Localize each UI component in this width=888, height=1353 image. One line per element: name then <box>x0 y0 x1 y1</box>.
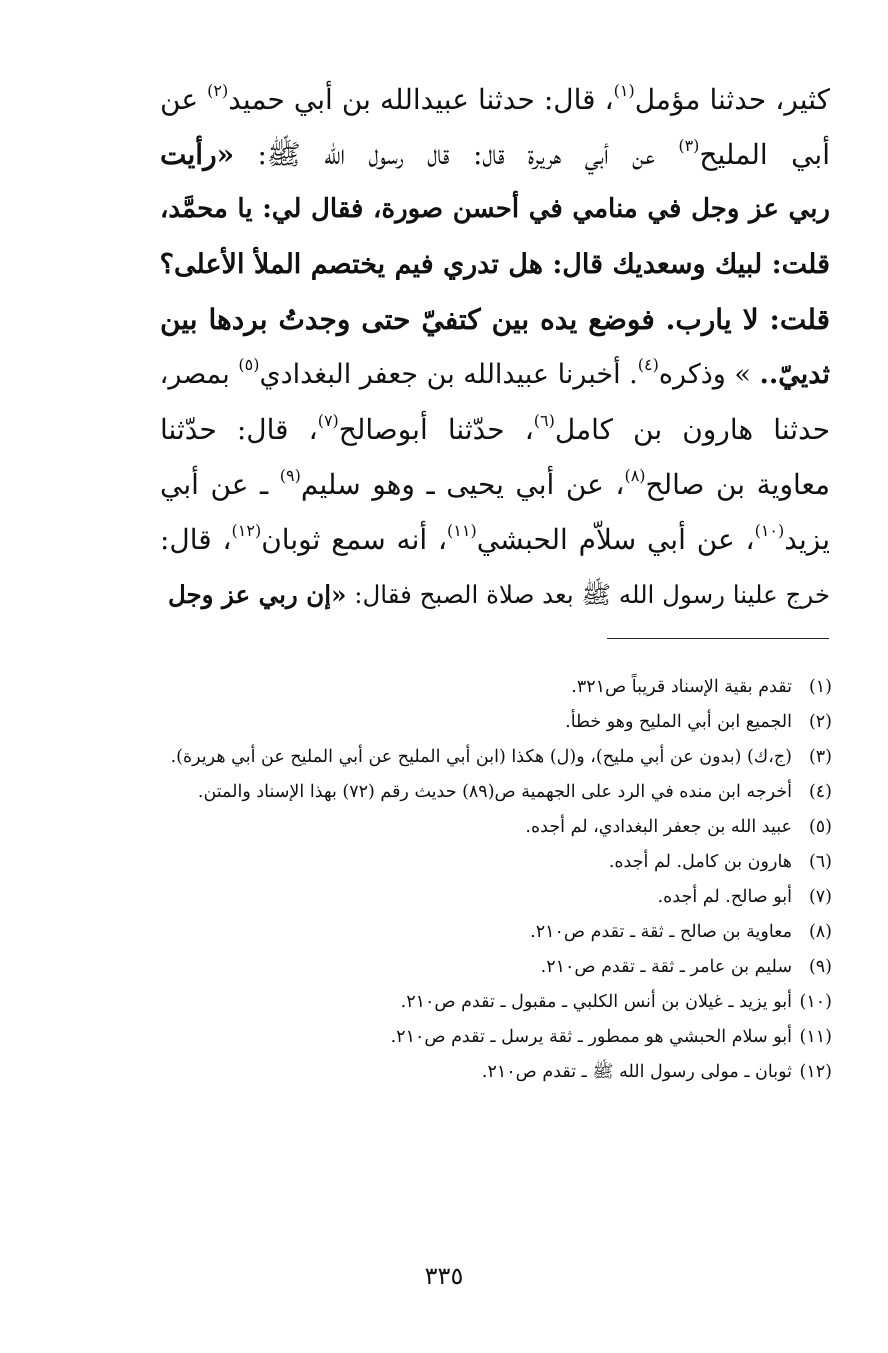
footnote-text: أبو يزيد ـ غيلان بن أنس الكلبي ـ مقبول ـ تقدم ص٢١٠. <box>400 992 792 1012</box>
text-segment: . أخبرنا عبيدالله بن جعفر البغدادي <box>259 359 638 390</box>
text-line <box>160 182 830 237</box>
text-segment: ، عن أبي سلاّم الحبشي <box>476 523 755 556</box>
footnote-text: عبيد الله بن جعفر البغدادي، لم أجده. <box>525 817 792 837</box>
bold-text: ربي عز وجل في منامي في أحسن صورة، فقال لي: يا محمَّد، <box>160 194 830 224</box>
footnote-number: (٦) <box>808 852 832 872</box>
footnote-ref: (١٢) <box>231 521 262 540</box>
text-segment: ، قال: <box>160 523 232 556</box>
footnote-text: سليم بن عامر ـ ثقة ـ تقدم ص٢١٠. <box>540 957 792 977</box>
footnote-ref: (١٠) <box>754 521 785 540</box>
footnote-text: أبو صالح. لم أجده. <box>657 887 792 907</box>
footnote <box>160 918 832 946</box>
footnote-ref: (٦) <box>533 411 555 430</box>
footnote-number: (١٢) <box>799 1062 832 1082</box>
text-segment: أبي المليح <box>699 138 830 171</box>
footnote <box>160 813 832 841</box>
text-line <box>160 347 830 402</box>
footnote-text: ثوبان ـ مولى رسول الله ﷺ ـ تقدم ص٢١٠. <box>481 1062 792 1082</box>
text-segment: ـ عن أبي <box>160 468 280 501</box>
footnote-number: (٩) <box>808 957 832 977</box>
footnote-number: (١١) <box>799 1027 832 1047</box>
footnote-ref: (٨) <box>624 466 646 485</box>
footnote-text: (ج،ك) (بدون عن أبي مليح)، و(ل) هكذا (ابن أبي المليح عن أبي المليح عن أبي هريرة). <box>170 747 792 767</box>
text-segment: عن <box>160 83 208 116</box>
text-line <box>160 457 830 512</box>
footnote <box>160 1023 832 1051</box>
footnote-number: (٥) <box>808 817 832 837</box>
text-segment: ، أنه سمع ثوبان <box>261 523 447 556</box>
footnote-ref: (١) <box>613 81 635 100</box>
footnote-number: (٤) <box>808 782 832 802</box>
footnote-ref: (٥) <box>238 355 260 374</box>
text-line <box>160 72 830 127</box>
footnote-number: (٧) <box>808 887 832 907</box>
footnote-ref: (٢) <box>207 81 229 100</box>
footnote-number: (١) <box>808 677 832 697</box>
footnote <box>160 988 832 1016</box>
footnote <box>160 673 832 701</box>
footnote <box>160 848 832 876</box>
text-segment: » وذكره <box>658 359 760 390</box>
footnote-ref: (٤) <box>637 355 659 374</box>
footnote-divider <box>607 638 829 639</box>
page-number: ٣٣٥ <box>424 1262 464 1290</box>
text-line <box>160 237 830 292</box>
text-segment: معاوية بن صالح <box>645 468 831 501</box>
footnote-number: (٢) <box>808 712 832 732</box>
footnote-text: معاوية بن صالح ـ ثقة ـ تقدم ص٢١٠. <box>530 922 792 942</box>
text-segment: خرج علينا رسول الله ﷺ بعد صلاة الصبح فقال: <box>346 580 830 609</box>
text-segment: عن أبي هريرة قال: قال رسول الله ﷺ: <box>234 138 679 171</box>
bold-text: ثدييّ.. <box>759 359 830 390</box>
text-segment: حدثنا هارون بن كامل <box>554 413 830 446</box>
footnote-text: تقدم بقية الإسناد قريباً ص٣٢١. <box>571 677 792 697</box>
text-segment: ، عن أبي يحيى ـ وهو سليم <box>300 468 625 501</box>
text-line <box>160 292 830 347</box>
text-segment: ، قال: حدّثنا <box>160 413 318 446</box>
footnote-text: أبو سلام الحبشي هو ممطور ـ ثقة يرسل ـ تقدم ص٢١٠. <box>390 1027 792 1047</box>
text-segment: ، حدّثنا أبوصالح <box>338 413 534 446</box>
main-text-block <box>160 72 830 622</box>
text-line <box>160 402 830 457</box>
bold-text: «رأيت <box>160 138 235 171</box>
text-segment: يزيد <box>784 523 830 556</box>
footnote-number: (١٠) <box>799 992 832 1012</box>
bold-text: «إن ربي عز وجل <box>167 580 347 609</box>
footnote <box>160 778 832 806</box>
footnote-text: هارون بن كامل. لم أجده. <box>608 852 792 872</box>
footnote <box>160 883 832 911</box>
footnote <box>160 953 832 981</box>
text-segment: ، قال: حدثنا عبيدالله بن أبي حميد <box>228 83 614 116</box>
text-line <box>160 567 830 622</box>
text-line <box>160 512 830 567</box>
footnote-ref: (٣) <box>678 136 700 155</box>
text-segment: بمصر، <box>159 359 239 390</box>
footnote <box>160 708 832 736</box>
text-segment: كثير، حدثنا مؤمل <box>634 83 831 116</box>
footnote-text: أخرجه ابن منده في الرد على الجهمية ص(٨٩) حديث رقم (٧٢) بهذا الإسناد والمتن. <box>197 782 792 802</box>
bold-text: قلت: لبيك وسعديك قال: هل تدري فيم يختصم الملأ الأعلى؟ <box>159 249 830 280</box>
footnote <box>160 743 832 771</box>
footnote-ref: (٧) <box>317 411 339 430</box>
footnote-ref: (٩) <box>279 466 301 485</box>
footnote-number: (٨) <box>808 922 832 942</box>
footnote <box>160 1058 832 1086</box>
bold-text: قلت: لا يارب. فوضع يده بين كتفيّ حتى وجدتُ بردها بين <box>160 303 830 336</box>
footnote-text: الجميع ابن أبي المليح وهو خطأ. <box>565 712 792 732</box>
footnotes-section <box>160 673 832 1093</box>
text-line <box>160 127 830 182</box>
footnote-ref: (١١) <box>447 521 477 540</box>
footnote-number: (٣) <box>808 747 832 767</box>
